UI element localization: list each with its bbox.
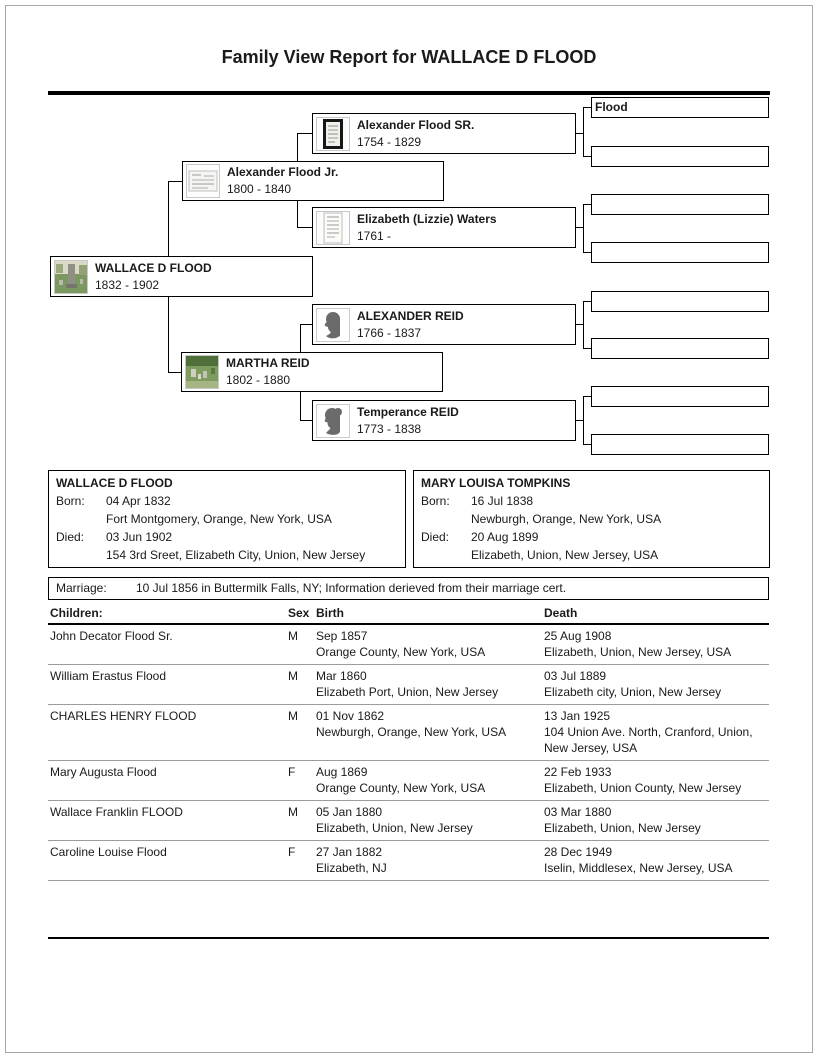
wife-name: MARY LOUISA TOMPKINS	[421, 476, 571, 490]
person-dates: 1800 - 1840	[227, 182, 292, 196]
person-dates: 1761 -	[357, 228, 392, 243]
gg-grandparent-box-7	[591, 386, 769, 407]
child-birth	[314, 764, 542, 796]
person-box-maternal-grandmother	[312, 400, 576, 441]
birth-place: Newburgh, Orange, New York, USA	[316, 725, 507, 739]
husband-died-date: 03 Jun 1902	[106, 530, 173, 544]
person-box-paternal-grandfather	[312, 113, 576, 154]
husband-born-line	[56, 492, 405, 510]
birth-place: Orange County, New York, USA	[316, 645, 486, 659]
child-row	[48, 841, 769, 881]
child-death	[542, 764, 769, 796]
person-text	[357, 308, 464, 342]
child-death	[542, 804, 769, 836]
child-birth	[314, 668, 542, 700]
person-dates: 1832 - 1902	[95, 277, 160, 292]
person-dates: 1802 - 1880	[226, 373, 291, 387]
wife-died-date: 20 Aug 1899	[471, 530, 539, 544]
death-date: 28 Dec 1949	[544, 845, 613, 859]
gg-grandparent-label: Flood	[595, 100, 628, 114]
child-sex: M	[288, 709, 298, 723]
wife-born-place-line	[421, 510, 769, 528]
person-box-root	[50, 256, 313, 297]
death-place: Iselin, Middlesex, New Jersey, USA	[544, 861, 733, 875]
child-row	[48, 801, 769, 841]
framed-document-photo-icon	[316, 117, 350, 151]
child-birth	[314, 708, 542, 756]
birth-date: Mar 1860	[316, 669, 367, 683]
person-text	[357, 117, 474, 151]
birth-date: Aug 1869	[316, 765, 368, 779]
husband-died-line	[56, 528, 405, 546]
female-silhouette-icon	[316, 404, 350, 438]
child-sex: M	[288, 629, 298, 643]
death-place: Elizabeth, Union, New Jersey, USA	[544, 645, 732, 659]
wife-born-place: Newburgh, Orange, New York, USA	[471, 512, 662, 526]
person-name: WALLACE D FLOOD	[95, 260, 212, 275]
birth-date: 27 Jan 1882	[316, 845, 383, 859]
death-date: 25 Aug 1908	[544, 629, 612, 643]
death-date: 22 Feb 1933	[544, 765, 612, 779]
birth-date: Sep 1857	[316, 629, 368, 643]
died-label: Died:	[56, 530, 85, 544]
born-label: Born:	[421, 494, 450, 508]
husband-details-box	[48, 470, 406, 568]
husband-died-place-line	[56, 546, 405, 564]
person-text	[95, 260, 212, 294]
gg-grandparent-box-1	[591, 97, 769, 118]
person-dates: 1754 - 1829	[357, 134, 422, 149]
person-name: Alexander Flood SR.	[357, 117, 475, 132]
death-date: 03 Jul 1889	[544, 669, 607, 683]
birth-date: 01 Nov 1862	[316, 709, 385, 723]
birth-place: Orange County, New York, USA	[316, 781, 486, 795]
wife-details-box	[413, 470, 770, 568]
marriage-box	[48, 577, 769, 600]
death-place: Elizabeth, Union County, New Jersey	[544, 781, 742, 795]
header-birth: Birth	[316, 606, 344, 620]
document-photo-icon	[186, 164, 220, 198]
child-name: Wallace Franklin FLOOD	[50, 805, 183, 819]
person-box-maternal-grandfather	[312, 304, 576, 345]
marriage-label: Marriage:	[56, 581, 107, 595]
wife-died-place-line	[421, 546, 769, 564]
person-text	[227, 164, 338, 198]
document-photo-icon	[316, 211, 350, 245]
husband-born-place-line	[56, 510, 405, 528]
child-name: CHARLES HENRY FLOOD	[50, 709, 197, 723]
person-name: Alexander Flood Jr.	[227, 165, 339, 179]
person-name: Elizabeth (Lizzie) Waters	[357, 211, 497, 226]
gravestone-photo-icon	[54, 260, 88, 294]
header-sex: Sex	[288, 606, 310, 620]
person-box-father	[182, 161, 444, 201]
child-birth	[314, 628, 542, 660]
children-table-header	[48, 604, 769, 625]
child-birth	[314, 804, 542, 836]
person-name: ALEXANDER REID	[357, 308, 464, 323]
child-birth	[314, 844, 542, 876]
wife-died-place: Elizabeth, Union, New Jersey, USA	[471, 548, 659, 562]
male-silhouette-icon	[316, 308, 350, 342]
person-text	[357, 404, 459, 438]
person-box-mother	[181, 352, 443, 392]
wife-died-line	[421, 528, 769, 546]
husband-born-date: 04 Apr 1832	[106, 494, 171, 508]
gg-grandparent-box-2	[591, 146, 769, 167]
child-death	[542, 708, 769, 756]
death-place: Elizabeth, Union, New Jersey	[544, 821, 701, 835]
child-name: Mary Augusta Flood	[50, 765, 157, 779]
wife-born-line	[421, 492, 769, 510]
person-name: Temperance REID	[357, 404, 459, 419]
child-name: William Erastus Flood	[50, 669, 167, 683]
gg-grandparent-box-3	[591, 194, 769, 215]
child-row	[48, 761, 769, 801]
child-row	[48, 625, 769, 665]
title-rule	[48, 91, 770, 95]
child-death	[542, 844, 769, 876]
child-sex: F	[288, 765, 296, 779]
wife-born-date: 16 Jul 1838	[471, 494, 534, 508]
footer-rule	[48, 937, 769, 939]
death-place: 104 Union Ave. North, Cranford, Union, New Jersey, USA	[544, 725, 753, 755]
person-text	[226, 355, 310, 389]
cemetery-photo-icon	[185, 355, 219, 389]
header-death: Death	[544, 606, 578, 620]
child-sex: F	[288, 845, 296, 859]
report-title: Family View Report for WALLACE D FLOOD	[221, 47, 597, 67]
child-death	[542, 628, 769, 660]
child-death	[542, 668, 769, 700]
died-label: Died:	[421, 530, 450, 544]
birth-place: Elizabeth, Union, New Jersey	[316, 821, 473, 835]
birth-place: Elizabeth Port, Union, New Jersey	[316, 685, 499, 699]
header-children: Children:	[50, 606, 103, 620]
birth-date: 05 Jan 1880	[316, 805, 383, 819]
child-name: John Decator Flood Sr.	[50, 629, 173, 643]
death-date: 13 Jan 1925	[544, 709, 611, 723]
gg-grandparent-box-8	[591, 434, 769, 455]
birth-place: Elizabeth, NJ	[316, 861, 387, 875]
person-box-paternal-grandmother	[312, 207, 576, 248]
child-row	[48, 665, 769, 705]
person-dates: 1766 - 1837	[357, 325, 422, 340]
person-text	[357, 211, 497, 245]
death-date: 03 Mar 1880	[544, 805, 612, 819]
husband-born-place: Fort Montgomery, Orange, New York, USA	[106, 512, 332, 526]
child-sex: M	[288, 669, 298, 683]
death-place: Elizabeth city, Union, New Jersey	[544, 685, 722, 699]
person-name: MARTHA REID	[226, 356, 310, 370]
husband-died-place: 154 3rd Sreet, Elizabeth City, Union, New Jersey	[106, 548, 366, 562]
marriage-value: 10 Jul 1856 in Buttermilk Falls, NY; Information derieved from their marriage cert.	[136, 581, 567, 595]
gg-grandparent-box-5	[591, 291, 769, 312]
child-row	[48, 705, 769, 761]
children-table	[48, 604, 769, 881]
child-name: Caroline Louise Flood	[50, 845, 167, 859]
gg-grandparent-box-6	[591, 338, 769, 359]
born-label: Born:	[56, 494, 85, 508]
husband-name: WALLACE D FLOOD	[56, 476, 173, 490]
person-dates: 1773 - 1838	[357, 421, 422, 436]
gg-grandparent-box-4	[591, 242, 769, 263]
child-sex: M	[288, 805, 298, 819]
